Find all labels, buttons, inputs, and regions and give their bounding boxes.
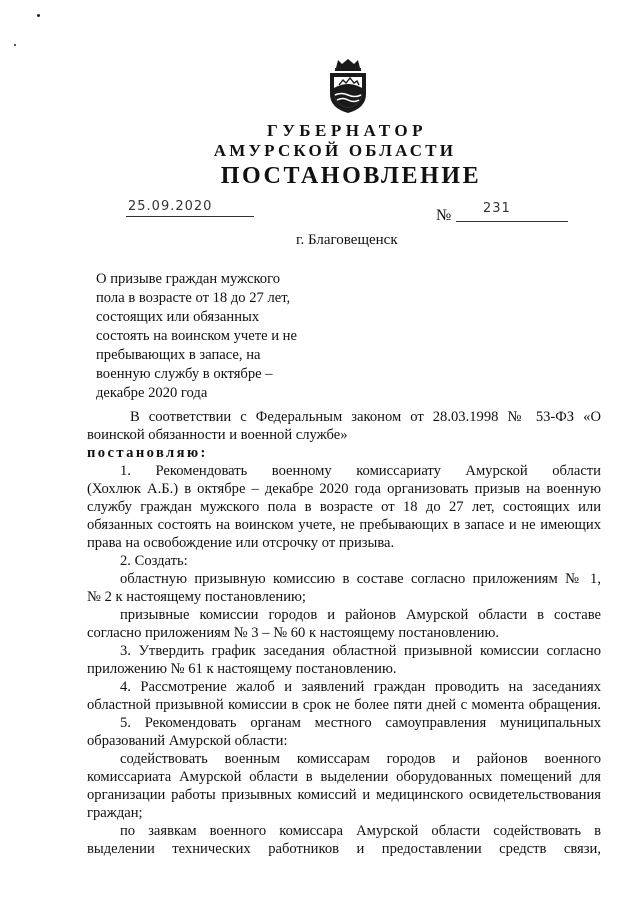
subject-line: декабре 2020 года (96, 385, 208, 401)
body-line: обязанных состоять на воинском учете, не пребывающих в запасе и не имеющих (87, 517, 601, 533)
scan-speck (14, 44, 16, 46)
body-line: организации работы призывных комиссий и медицинского освидетельствования (87, 787, 601, 803)
body-line: 3. Утвердить график заседания областной призывной комиссии согласно (120, 643, 601, 659)
body-line: содействовать военным комиссарам городов и районов военного (120, 751, 601, 767)
body-line: 2. Создать: (120, 553, 188, 569)
body-line: по заявкам военного комиссара Амурской области содействовать в (120, 823, 601, 839)
city-name: г. Благовещенск (296, 232, 398, 248)
body-line: № 2 к настоящему постановлению; (87, 589, 306, 605)
subject-line: пребывающих в запасе, на (96, 347, 261, 363)
subject-line: военную службу в октябре – (96, 366, 273, 382)
body-line: приложению № 61 к настоящему постановлению. (87, 661, 397, 677)
subject-line: состоящих или обязанных (96, 309, 260, 325)
body-line: В соответствии с Федеральным законом от 28.03.1998 № 53-ФЗ «О (130, 409, 601, 425)
body-line: областной призывной комиссии в срок не более пяти дней с момента обращения. (87, 697, 601, 713)
coat-of-arms-emblem (326, 58, 370, 114)
body-line: 4. Рассмотрение жалоб и заявлений граждан проводить на заседаниях (120, 679, 601, 695)
body-line: согласно приложениям № 3 – № 60 к настоящему постановлению. (87, 625, 500, 641)
document-type: ПОСТАНОВЛЕНИЕ (220, 163, 482, 189)
body-line: (Хохлюк А.Б.) в октябре – декабре 2020 года организовать призыв на военную (87, 481, 601, 497)
body-line: комиссариата Амурской области в выделении оборудованных помещений для (87, 769, 601, 785)
body-line: выделении технических работников и предоставлении средств связи, (87, 841, 601, 857)
document-date: 25.09.2020 (128, 199, 213, 214)
number-sign: № (436, 207, 452, 224)
body-line: 1. Рекомендовать военному комиссариату Амурской области (120, 463, 601, 479)
subject-line: состоять на воинском учете и не (96, 328, 297, 344)
body-line: призывные комиссии городов и районов Амурской области в составе (120, 607, 601, 623)
document-subject (96, 270, 336, 403)
body-line: права на освобождение или отсрочку от призыва. (87, 535, 395, 551)
body-line: образований Амурской области: (87, 733, 288, 749)
date-underline (126, 216, 254, 217)
subject-line: О призыве граждан мужского (96, 271, 281, 287)
body-line: граждан; (87, 805, 143, 821)
subject-line: пола в возрасте от 18 до 27 лет, (96, 290, 291, 306)
body-line: областную призывную комиссию в составе согласно приложениям № 1, (120, 571, 601, 587)
body-line-decree: постановляю: (87, 445, 208, 461)
document-number: 231 (483, 201, 511, 216)
body-line: воинской обязанности и военной службе» (87, 427, 348, 443)
body-line: 5. Рекомендовать органам местного самоуправления муниципальных (120, 715, 601, 731)
body-line: службу граждан мужского пола в возрасте от 18 до 27 лет, состоящих или (87, 499, 601, 515)
number-underline (456, 221, 568, 222)
title-governor: ГУБЕРНАТОР (267, 121, 427, 140)
scan-speck (37, 14, 40, 17)
title-region: АМУРСКОЙ ОБЛАСТИ (213, 141, 457, 160)
